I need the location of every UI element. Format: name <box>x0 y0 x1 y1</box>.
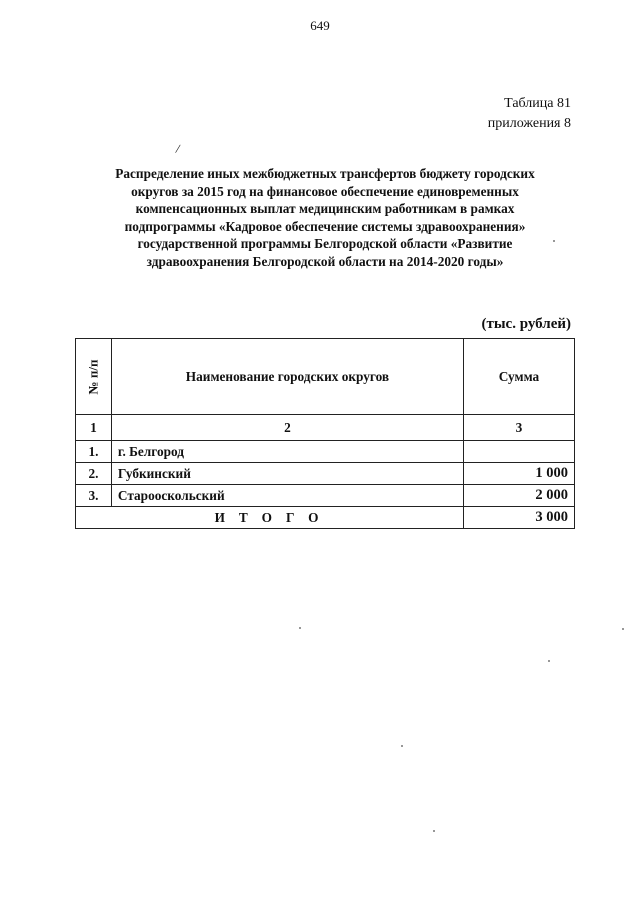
title-line: государственной программы Белгородской области «Развитие <box>137 236 513 252</box>
table-caption <box>488 94 571 134</box>
title-line: компенсационных выплат медицинским работникам в рамках <box>135 201 515 217</box>
row-number: 3. <box>76 485 112 507</box>
title-line: Распределение иных межбюджетных трансфертов бюджету городских <box>115 166 535 181</box>
row-number: 1. <box>76 441 112 463</box>
header-sum: Сумма <box>464 339 575 415</box>
header-name: Наименование городских округов <box>111 339 463 415</box>
title-line: подпрограммы «Кадровое обеспечение системы здравоохранения» <box>124 218 526 234</box>
header-num-label: № п/п <box>85 359 101 394</box>
table-row <box>76 441 575 463</box>
index-cell: 1 <box>76 415 112 441</box>
stray-pen-mark: / <box>174 140 182 157</box>
units-label: (тыс. рублей) <box>481 316 571 332</box>
scan-speck <box>433 830 435 832</box>
row-sum: 1 000 <box>464 463 575 485</box>
row-number: 2. <box>76 463 112 485</box>
row-name: Губкинский <box>111 463 463 485</box>
caption-appendix: приложения 8 <box>487 116 571 131</box>
caption-table-number: Таблица 81 <box>504 96 571 111</box>
title-line: округов за 2015 год на финансовое обеспечение единовременных <box>131 183 519 199</box>
row-name: г. Белгород <box>111 441 463 463</box>
page-number: 649 <box>310 18 330 33</box>
header-num <box>76 339 112 415</box>
table-row <box>76 485 575 507</box>
scan-speck <box>553 240 555 242</box>
document-title <box>78 165 572 271</box>
table-header-row <box>76 339 575 415</box>
index-cell: 3 <box>464 415 575 441</box>
row-sum <box>464 441 575 463</box>
row-name: Старооскольский <box>111 485 463 507</box>
scan-speck <box>299 627 301 629</box>
total-label: ИТОГО <box>76 507 464 529</box>
column-index-row <box>76 415 575 441</box>
transfers-table <box>75 338 575 529</box>
total-row <box>76 507 575 529</box>
scan-speck <box>548 660 550 662</box>
row-sum: 2 000 <box>464 485 575 507</box>
title-line: здравоохранения Белгородской области на 2014-2020 годы» <box>146 253 504 269</box>
scan-speck <box>401 745 403 747</box>
table-row <box>76 463 575 485</box>
scan-speck <box>622 628 624 630</box>
total-sum: 3 000 <box>464 507 575 529</box>
index-cell: 2 <box>111 415 463 441</box>
